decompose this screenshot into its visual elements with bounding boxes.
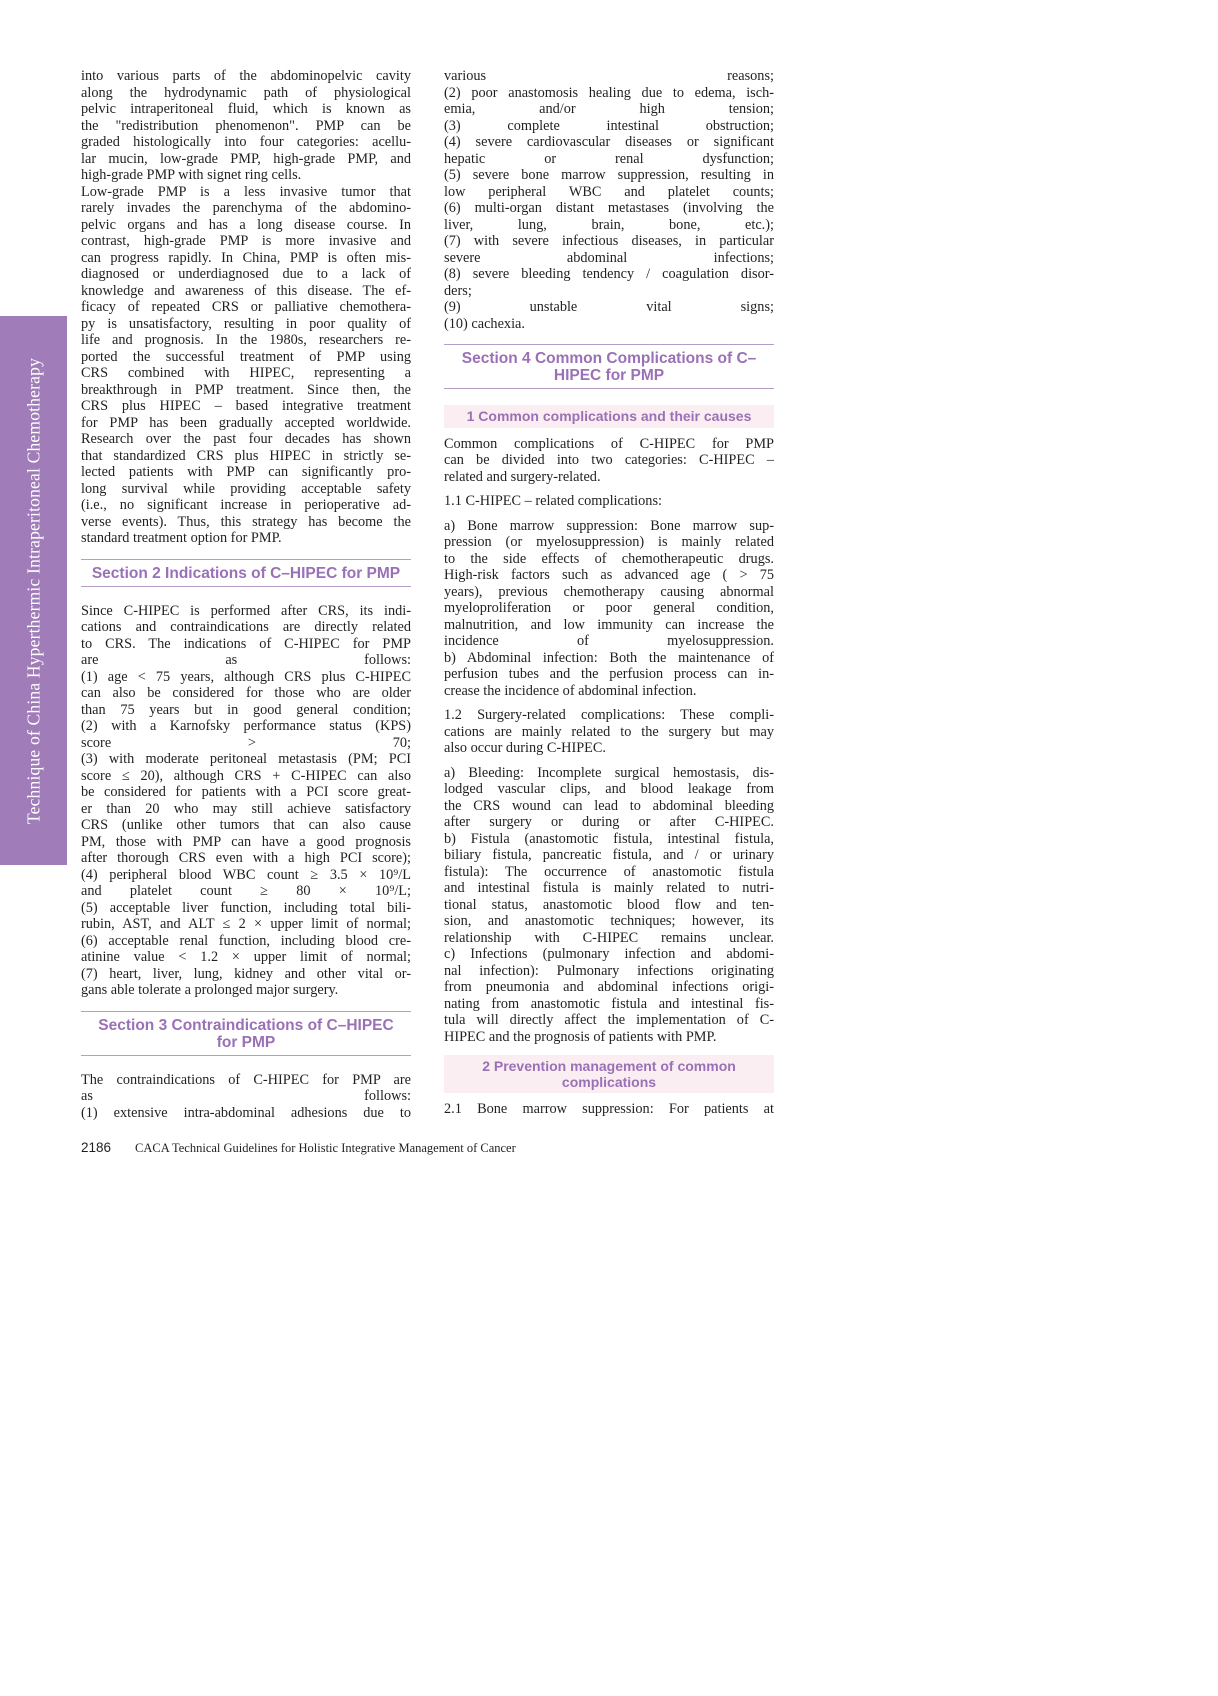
text-line: high-grade PMP with signet ring cells.	[81, 167, 302, 183]
text-line: after surgery or during or after C-HIPEC.	[444, 814, 774, 830]
text-line: tional status, anastomotic blood flow and ten-	[444, 896, 774, 913]
text-line: various reasons;	[444, 68, 774, 84]
text-line: score ≤ 20), although CRS + C-HIPEC can also	[81, 767, 411, 784]
text-line: to the side effects of chemotherapeutic drugs.	[444, 550, 774, 567]
text-line: pression (or myelosuppression) is mainly related	[444, 534, 774, 550]
text-line: crease the incidence of abdominal infection.	[444, 682, 697, 699]
text-line: rubin, AST, and ALT ≤ 2 × upper limit of normal;	[81, 916, 411, 932]
text-line: for PMP has been gradually accepted worldwide.	[81, 414, 411, 431]
text-line: ders;	[444, 282, 472, 299]
text-line: (7) heart, liver, lung, kidney and other vital or-	[81, 965, 411, 982]
text-line: (5) acceptable liver function, including total bili-	[81, 899, 411, 916]
text-line: c) Infections (pulmonary infection and abdomi-	[444, 946, 774, 962]
text-line: Common complications of C-HIPEC for PMP	[444, 435, 774, 452]
paragraph	[444, 68, 774, 332]
text-line: cations and contraindications are directly related	[81, 619, 411, 635]
text-line: b) Abdominal infection: Both the maintenance of	[444, 649, 774, 666]
text-line: than 75 years but in good general condition;	[81, 701, 411, 718]
page-footer	[81, 1139, 516, 1157]
text-line: cations are mainly related to the surgery but may	[444, 723, 774, 740]
text-line: malnutrition, and low immunity can increase the	[444, 616, 774, 633]
text-line: breakthrough in PMP treatment. Since then, the	[81, 381, 411, 398]
text-line: High-risk factors such as advanced age ( > 75	[444, 567, 774, 583]
text-line: score > 70;	[81, 734, 411, 751]
section-heading	[444, 344, 774, 389]
text-line: along the hydrodynamic path of physiological	[81, 84, 411, 101]
paragraph	[444, 518, 774, 700]
section-heading	[81, 559, 411, 587]
side-tab	[0, 316, 67, 865]
text-line: related and surgery-related.	[444, 468, 601, 485]
text-line: from pneumonia and abdominal infections origi-	[444, 979, 774, 995]
text-line: (9) unstable vital signs;	[444, 299, 774, 315]
text-line: (6) multi-organ distant metastases (involving the	[444, 200, 774, 216]
text-line: incidence of myelosuppression.	[444, 633, 774, 649]
text-line: standard treatment option for PMP.	[81, 530, 282, 546]
text-line: py is unsatisfactory, resulting in poor quality of	[81, 315, 411, 332]
text-line: life and prognosis. In the 1980s, researchers re-	[81, 332, 411, 348]
text-line: (1) age < 75 years, although CRS plus C-HIPEC	[81, 668, 411, 685]
text-line: contrast, high-grade PMP is more invasive and	[81, 233, 411, 249]
text-line: a) Bone marrow suppression: Bone marrow sup-	[444, 517, 774, 534]
text-line: nal infection): Pulmonary infections originating	[444, 962, 774, 979]
text-line: can progress rapidly. In China, PMP is often mis-	[81, 249, 411, 266]
text-line: low peripheral WBC and platelet counts;	[444, 183, 774, 200]
paragraph	[444, 765, 774, 1046]
text-line: lected patients with PMP can significantly pro-	[81, 464, 411, 480]
text-line: and platelet count ≥ 80 × 10⁹/L;	[81, 883, 411, 899]
text-line: 2.1 Bone marrow suppression: For patients at	[444, 1101, 774, 1117]
text-line: CRS combined with HIPEC, representing a	[81, 365, 411, 381]
text-line: b) Fistula (anastomotic fistula, intestinal fistula,	[444, 830, 774, 847]
subsection-heading	[444, 1055, 774, 1093]
text-line: tula will directly affect the implementation of C-	[444, 1012, 774, 1028]
text-line: after thorough CRS even with a high PCI score);	[81, 850, 411, 866]
text-line: can also be considered for those who are older	[81, 685, 411, 701]
text-line: (i.e., no significant increase in perioperative ad-	[81, 497, 411, 513]
text-line: liver, lung, brain, bone, etc.);	[444, 216, 774, 233]
text-line: Research over the past four decades has shown	[81, 431, 411, 447]
section-heading	[81, 1011, 411, 1056]
text-line: HIPEC and the prognosis of patients with PMP.	[444, 1028, 717, 1045]
section-heading-line: HIPEC for PMP	[553, 367, 665, 384]
text-line: severe abdominal infections;	[444, 249, 774, 266]
text-line: biliary fistula, pancreatic fistula, and / or urinary	[444, 847, 774, 863]
text-line: as follows:	[81, 1088, 411, 1104]
text-line: emia, and/or high tension;	[444, 101, 774, 117]
text-line: a) Bleeding: Incomplete surgical hemostasis, dis-	[444, 764, 774, 781]
text-line: are as follows:	[81, 652, 411, 668]
text-line: (2) with a Karnofsky performance status (KPS)	[81, 718, 411, 734]
paragraph	[81, 603, 411, 999]
text-line: and intestinal fistula is mainly related to nutri-	[444, 880, 774, 896]
text-line: the "redistribution phenomenon". PMP can be	[81, 117, 411, 134]
subsection-heading-line: 1 Common complications and their causes	[466, 408, 752, 424]
paragraph	[444, 1101, 774, 1118]
paragraph	[444, 707, 774, 757]
text-line: sion, and anastomotic techniques; however, its	[444, 913, 774, 929]
text-line: (7) with severe infectious diseases, in particular	[444, 233, 774, 249]
text-line: ported the successful treatment of PMP using	[81, 348, 411, 365]
text-line: PM, those with PMP can have a good prognosis	[81, 833, 411, 850]
paragraph	[444, 493, 774, 510]
text-line: pelvic intraperitoneal fluid, which is known as	[81, 101, 411, 117]
footer-title: CACA Technical Guidelines for Holistic Integrative Management of Cancer	[135, 1141, 516, 1155]
text-line: (1) extensive intra-abdominal adhesions due to	[81, 1104, 411, 1121]
text-line: 1.2 Surgery-related complications: These compli-	[444, 707, 774, 723]
subsection-heading-line: 2 Prevention management of common	[482, 1058, 736, 1074]
text-line: fistula): The occurrence of anastomotic fistula	[444, 863, 774, 880]
section-heading-line: Section 3 Contraindications of C–HIPEC	[98, 1016, 394, 1034]
text-line: (6) acceptable renal function, including blood cre-	[81, 932, 411, 949]
text-line: can be divided into two categories: C-HIPEC –	[444, 452, 774, 468]
text-line: gans able tolerate a prolonged major surgery.	[81, 982, 339, 998]
paragraph	[81, 184, 411, 547]
text-line: CRS plus HIPEC – based integrative treatment	[81, 398, 411, 414]
text-line: lodged vascular clips, and blood leakage from	[444, 781, 774, 797]
right-column	[444, 68, 774, 1118]
text-line: lar mucin, low-grade PMP, high-grade PMP, and	[81, 150, 411, 167]
text-line: atinine value < 1.2 × upper limit of normal;	[81, 949, 411, 965]
text-line: 1.1 C-HIPEC – related complications:	[444, 493, 662, 509]
text-line: CRS (unlike other tumors that can also cause	[81, 817, 411, 833]
text-line: nating from anastomotic fistula and intestinal fis-	[444, 995, 774, 1012]
text-line: perfusion tubes and the perfusion process can in-	[444, 666, 774, 682]
text-line: (3) with moderate peritoneal metastasis (PM; PCI	[81, 751, 411, 767]
text-line: pelvic organs and has a long disease course. In	[81, 216, 411, 233]
side-tab-text: Technique of China Hyperthermic Intraperitoneal Chemotherapy	[23, 357, 43, 824]
text-line: the CRS wound can lead to abdominal bleeding	[444, 797, 774, 814]
text-line: to CRS. The indications of C-HIPEC for PMP	[81, 635, 411, 652]
section-heading-line: Section 4 Common Complications of C–	[461, 350, 757, 367]
paragraph	[444, 436, 774, 486]
text-line: years), previous chemotherapy causing abnormal	[444, 583, 774, 600]
text-line: verse events). Thus, this strategy has become the	[81, 513, 411, 530]
text-line: into various parts of the abdominopelvic cavity	[81, 68, 411, 84]
text-line: (8) severe bleeding tendency / coagulation disor-	[444, 266, 774, 282]
text-line: (2) poor anastomosis healing due to edema, isch-	[444, 84, 774, 101]
text-line: that standardized CRS plus HIPEC in strictly se-	[81, 447, 411, 464]
text-line: (4) peripheral blood WBC count ≥ 3.5 × 10⁹/L	[81, 866, 411, 883]
subsection-heading-line: complications	[561, 1073, 657, 1090]
paragraph	[81, 1072, 411, 1122]
text-line: graded histologically into four categories: acellu-	[81, 134, 411, 150]
text-line: Since C-HIPEC is performed after CRS, its indi-	[81, 602, 411, 619]
text-line: er than 20 who may still achieve satisfactory	[81, 800, 411, 817]
left-column	[81, 68, 411, 1121]
section-heading-line: for PMP	[216, 1033, 276, 1051]
text-line: rarely invades the parenchyma of the abdomino-	[81, 200, 411, 216]
text-line: knowledge and awareness of this disease. The ef-	[81, 282, 411, 299]
text-line: hepatic or renal dysfunction;	[444, 150, 774, 167]
text-line: also occur during C-HIPEC.	[444, 740, 607, 756]
text-line: (4) severe cardiovascular diseases or significant	[444, 134, 774, 150]
text-line: relationship with C-HIPEC remains unclear.	[444, 929, 774, 946]
text-line: be considered for patients with a PCI score great-	[81, 784, 411, 800]
text-line: (5) severe bone marrow suppression, resulting in	[444, 167, 774, 183]
text-line: (3) complete intestinal obstruction;	[444, 117, 774, 134]
text-line: diagnosed or underdiagnosed due to a lack of	[81, 266, 411, 282]
text-line: ficacy of repeated CRS or palliative chemothera-	[81, 299, 411, 315]
section-heading-line: Section 2 Indications of C–HIPEC for PMP	[91, 564, 401, 582]
page-number: 2186	[81, 1140, 112, 1155]
text-line: long survival while providing acceptable safety	[81, 480, 411, 497]
subsection-heading	[444, 405, 774, 428]
text-line: myeloproliferation or poor general condition,	[444, 600, 774, 616]
text-line: Low-grade PMP is a less invasive tumor that	[81, 183, 411, 200]
text-line: (10) cachexia.	[444, 315, 525, 332]
text-line: The contraindications of C-HIPEC for PMP are	[81, 1071, 411, 1088]
paragraph	[81, 68, 411, 184]
